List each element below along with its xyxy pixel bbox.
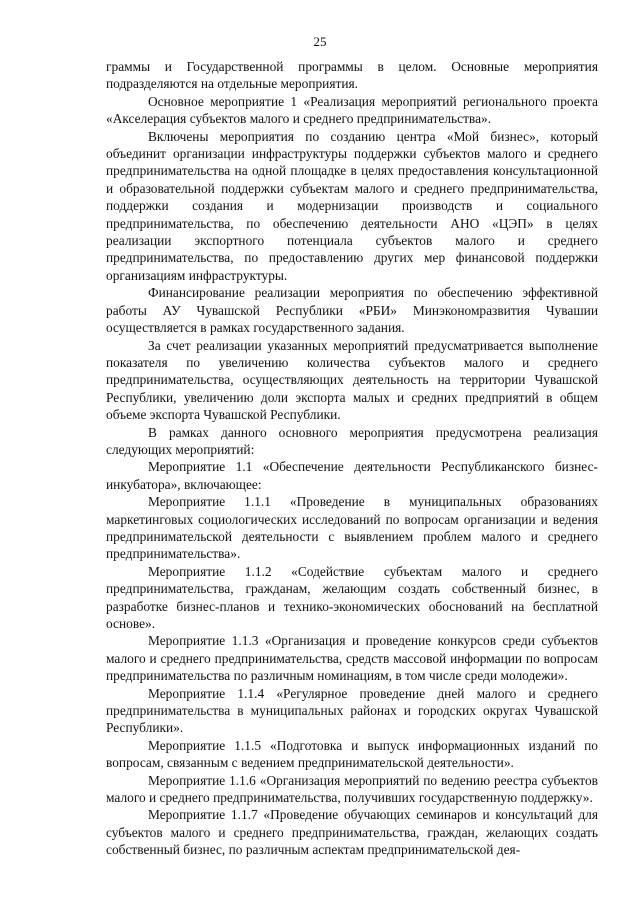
- paragraph-continuation: граммы и Государственной программы в целом. Основные мероприятия подразделяются на отдельные мероприятия.: [106, 59, 598, 92]
- paragraph-measure-1-1-7: Мероприятие 1.1.7 «Проведение обучающих семинаров и консультаций для субъектов малого и среднего предпринимательства, граждан, желающих создать собственный бизнес, по различным аспектам предпринимательской дея-: [106, 807, 598, 858]
- paragraph-measure-1-1-2: Мероприятие 1.1.2 «Содействие субъектам малого и среднего предпринимательства, гражданам, желающим создать собственный бизнес, в разработке бизнес-планов и технико-экономических обоснований на бесплатной основе».: [106, 563, 598, 631]
- paragraph-measure-1-1-4: Мероприятие 1.1.4 «Регулярное проведение дней малого и среднего предпринимательства в муниципальных районах и городских округах Чувашской Республики».: [106, 685, 598, 736]
- paragraph-measure-1-1-1: Мероприятие 1.1.1 «Проведение в муниципальных образованиях маркетинговых социологических исследований по вопросам организации и ведения предпринимательской деятельности с выявлением проблем малого и среднего предпринимательства».: [106, 494, 598, 562]
- paragraph-financing: Финансирование реализации мероприятия по обеспечению эффективной работы АУ Чувашской Республики «РБИ» Минэкономразвития Чувашии осуществляется в рамках государственного задания.: [106, 285, 598, 336]
- paragraph-measure-1-1-3: Мероприятие 1.1.3 «Организация и проведение конкурсов среди субъектов малого и среднего предпринимательства, средств массовой информации по вопросам предпринимательства по различным номинациям, в том числе среди молодежи».: [106, 633, 598, 684]
- paragraph-moy-biznes: Включены мероприятия по созданию центра «Мой бизнес», который объединит организации инфраструктуры поддержки субъектов малого и среднего предпринимательства на одной площадке в целях предоставления консультационной и образовательной поддержки субъектам малого и среднего предпринимательства, поддержки создания и модернизации производств и социального предпринимательства, по обеспечению деятельности АНО «ЦЭП» в целях реализации экспортного потенциала субъектов малого и среднего предпринимательства, по предоставлению других мер финансовой поддержки организациям инфраструктуры.: [106, 128, 598, 283]
- paragraph-measure-1-1-5: Мероприятие 1.1.5 «Подготовка и выпуск информационных изданий по вопросам, связанным с ведением предпринимательской деятельности».: [106, 737, 598, 771]
- paragraph-following-measures: В рамках данного основного мероприятия предусмотрена реализация следующих мероприятий:: [106, 424, 598, 457]
- paragraph-indicators: За счет реализации указанных мероприятий предусматривается выполнение показателя по увеличению количества субъектов малого и среднего предпринимательства, осуществляющих деятельность на территории Чувашской Республики, увеличению доли экспорта малых и средних предприятий в общем объеме экспорта Чувашской Республики.: [106, 337, 598, 423]
- paragraph-measure-1-1-6: Мероприятие 1.1.6 «Организация мероприятий по ведению реестра субъектов малого и среднего предпринимательства, получивших государственную поддержку».: [106, 772, 598, 806]
- body-text: [106, 58, 598, 859]
- paragraph-measure-1-1: Мероприятие 1.1 «Обеспечение деятельности Республиканского бизнес-инкубатора», включающее:: [106, 459, 598, 492]
- paragraph-main-measure-1: Основное мероприятие 1 «Реализация мероприятий регионального проекта «Акселерация субъектов малого и среднего предпринимательства».: [106, 93, 598, 127]
- page-number: 25: [313, 34, 327, 49]
